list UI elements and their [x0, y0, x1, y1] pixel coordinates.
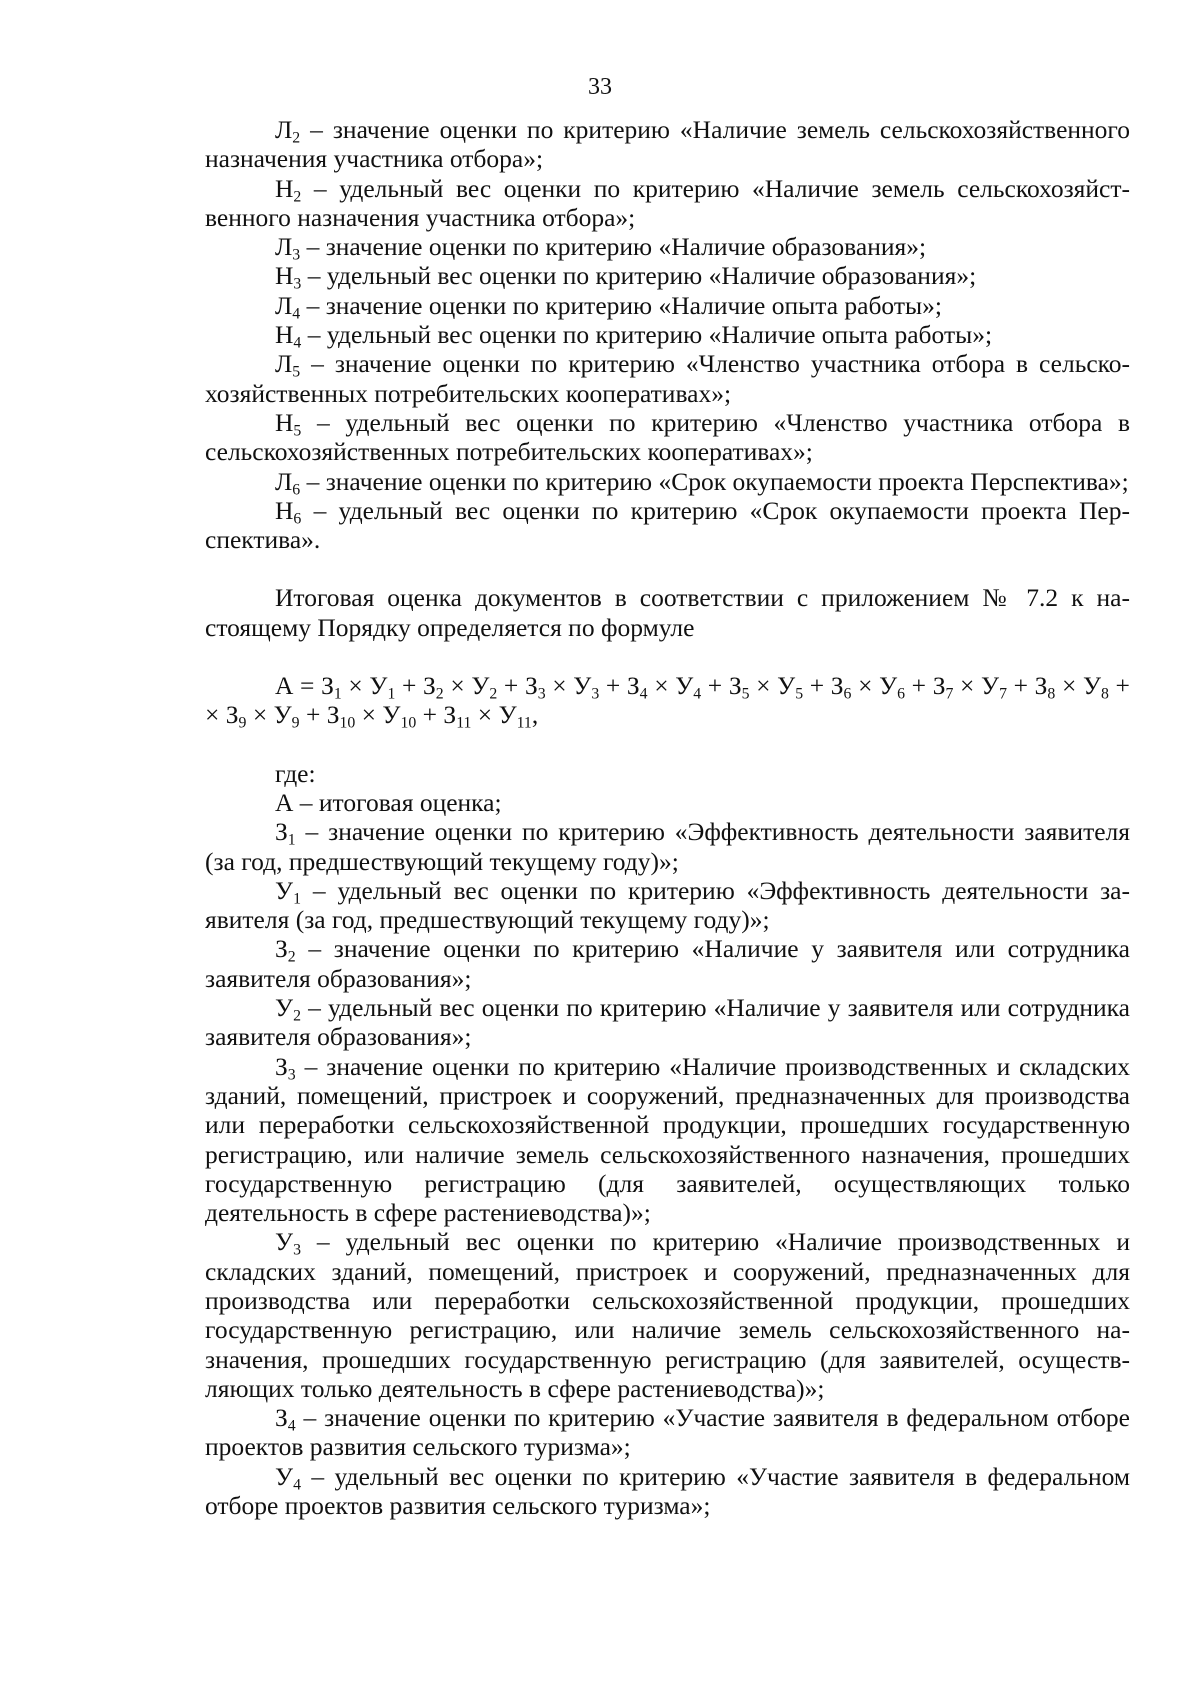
formula-times: ×	[471, 700, 499, 730]
formula-index: 5	[795, 685, 804, 703]
definition-index: 4	[292, 305, 301, 323]
formula-var: З	[321, 671, 334, 701]
formula-var: У	[273, 700, 292, 730]
formula-plus: +	[497, 671, 525, 701]
formula-index: 4	[693, 685, 702, 703]
formula-plus: +	[395, 671, 423, 701]
formula-plus: +	[599, 671, 627, 701]
definition-index: 2	[292, 129, 301, 147]
definition-index: 1	[287, 831, 296, 849]
formula-var: У	[675, 671, 694, 701]
definition-symbol: З	[275, 934, 288, 964]
formula-var: У	[382, 700, 401, 730]
formula-times: ×	[851, 671, 880, 701]
formula-times: ×	[545, 671, 574, 701]
definition-item	[205, 1403, 1130, 1462]
formula-index: 11	[456, 714, 472, 732]
formula-times: ×	[355, 700, 383, 730]
definition-symbol: З	[275, 1403, 288, 1433]
formula-plus: +	[803, 671, 831, 701]
definition-item	[205, 934, 1130, 993]
formula-index: 10	[339, 714, 356, 732]
formula-plus: +	[416, 700, 444, 730]
formula-times: ×	[443, 671, 472, 701]
definition-item	[205, 290, 1130, 323]
definition-item	[205, 993, 1130, 1052]
formula-var: З	[932, 671, 946, 701]
formula-var: З	[423, 671, 436, 701]
page-number: 33	[588, 74, 612, 100]
formula-plus: +	[905, 671, 933, 701]
definition-index: 6	[293, 510, 302, 528]
definition-item	[205, 876, 1130, 935]
definition-text: – значение оценки по критерию «Наличие производственных и складских зданий, помещений, пристроек и сооружений, предназначенных для производства или переработки сельскохозяйственной продукции, прошедших государственную регистрацию, или наличие земель сельскохозяйственного назначения, прошедших государственную регистрацию (для заявителей, осуществляющих только деятельность в сфере растениеводства)»;	[205, 1051, 1130, 1228]
formula-index: 2	[489, 685, 498, 703]
definition-item	[205, 349, 1130, 408]
formula-index: 8	[1047, 685, 1056, 703]
definition-item	[205, 115, 1130, 174]
definition-text: – удельный вес оценки по критерию «Наличие производственных и складских зданий, помещений, пристроек и сооружений, предназначенных для производства или переработки сельскохозяйственной продукции, прошедших государственную регистрацию, или наличие земель сельскохозяйственного назначения, прошедших государственную регистрацию (для заявителей, осуществляющих только деятельность в сфере растениеводства)»;	[205, 1227, 1130, 1403]
definition-symbol: Л	[275, 466, 293, 496]
formula-index: 9	[291, 714, 300, 732]
definition-index: 5	[293, 422, 302, 440]
definition-symbol: Н	[275, 320, 294, 350]
definition-text: – значение оценки по критерию «Наличие образования»;	[300, 232, 927, 262]
formula-index: 7	[945, 685, 954, 703]
definition-symbol: Н	[275, 173, 294, 203]
formula-var: У	[369, 671, 388, 701]
formula-times: ×	[246, 700, 274, 730]
definition-symbol: З	[275, 1051, 288, 1081]
formula-var: У	[573, 671, 592, 701]
definition-text: – удельный вес оценки по критерию «Срок окупаемости проекта Перспектива».	[205, 495, 1130, 555]
formula-plus: +	[1006, 671, 1035, 701]
definition-symbol: Л	[275, 290, 293, 320]
formula-plus: +	[1108, 671, 1130, 701]
definition-text: – удельный вес оценки по критерию «Участие заявителя в федеральном отборе проектов развития сельского туризма»;	[205, 1461, 1130, 1521]
definition-index: 3	[287, 1066, 296, 1084]
formula-var: У	[981, 671, 1000, 701]
definition-item	[205, 320, 1130, 352]
definition-text: – значение оценки по критерию «Участие заявителя в федеральном отборе проектов развития сельского туризма»;	[205, 1403, 1130, 1462]
formula-index: 1	[333, 685, 342, 703]
definition-symbol: Л	[275, 115, 293, 144]
definitions-list-1	[205, 115, 1130, 554]
formula-index: 3	[591, 685, 600, 703]
definition-index: 4	[293, 1476, 301, 1494]
definition-text: – удельный вес оценки по критерию «Наличие образования»;	[301, 261, 977, 291]
formula-var: У	[471, 671, 490, 701]
formula-lhs: А =	[275, 671, 322, 701]
definitions-list-2	[205, 817, 1130, 1520]
definition-text: – значение оценки по критерию «Наличие у заявителя или сотрудника заявителя образования»;	[205, 934, 1130, 993]
definition-index: 2	[287, 948, 296, 966]
definition-index: 3	[292, 246, 301, 264]
definition-item	[205, 817, 1130, 876]
definition-symbol: У	[275, 875, 294, 905]
document-body	[205, 115, 1130, 1520]
definition-index: 3	[293, 1241, 301, 1259]
formula-index: 6	[897, 685, 906, 703]
definition-symbol: Л	[275, 349, 293, 379]
formula-index: 8	[1101, 685, 1109, 703]
definition-index: 3	[293, 275, 302, 293]
definition-text: – значение оценки по критерию «Наличие опыта работы»;	[300, 290, 942, 320]
formula-var: З	[524, 671, 538, 701]
definition-item	[205, 467, 1130, 496]
formula-var: З	[225, 700, 239, 730]
definition-text: – удельный вес оценки по критерию «Эффективность деятельности заявителя (за год, предшествующий текущему году)»;	[205, 875, 1130, 935]
definition-symbol: Н	[275, 261, 294, 291]
formula-times: ×	[1055, 671, 1083, 701]
formula-index: 9	[238, 714, 247, 732]
formula-var: З	[326, 700, 340, 730]
definition-text: – удельный вес оценки по критерию «Наличие опыта работы»;	[301, 320, 993, 350]
definition-item	[205, 496, 1130, 555]
definition-text: – значение оценки по критерию «Эффективность деятельности заявителя (за год, предшествующий текущему году)»;	[205, 817, 1130, 876]
formula-plus: +	[701, 671, 729, 701]
formula-index: 2	[435, 685, 444, 703]
formula-index: 5	[741, 685, 750, 703]
a-definition: А – итоговая оценка;	[275, 787, 502, 817]
formula-var: У	[879, 671, 898, 701]
definition-item	[205, 232, 1130, 264]
formula-var: З	[443, 700, 457, 730]
definition-text: – удельный вес оценки по критерию «Членство участника отбора в сельскохозяйственных потребительских кооперативах»;	[205, 407, 1130, 467]
definition-item	[205, 1462, 1130, 1521]
definition-item	[205, 174, 1130, 233]
formula-index: 3	[537, 685, 546, 703]
formula-times: ×	[647, 671, 676, 701]
definition-index: 6	[292, 480, 301, 498]
formula-var: У	[498, 700, 517, 730]
definition-index: 5	[292, 363, 301, 381]
definition-text: – удельный вес оценки по критерию «Наличие у заявителя или сотрудника заявителя образования»;	[205, 993, 1130, 1052]
definition-index: 2	[293, 188, 302, 206]
definition-symbol: У	[275, 1227, 294, 1257]
formula-index: 7	[999, 685, 1007, 703]
formula-index: 11	[516, 714, 532, 732]
definition-symbol: У	[275, 993, 294, 1023]
definition-symbol: У	[275, 1461, 294, 1491]
formula-var: У	[777, 671, 796, 701]
formula-plus: +	[299, 700, 327, 730]
definition-text: – удельный вес оценки по критерию «Наличие земель сельскохозяйственного назначения участника отбора»;	[205, 173, 1130, 232]
definition-symbol: Л	[275, 232, 293, 262]
definition-symbol: Н	[275, 407, 294, 437]
formula-end: ,	[531, 700, 539, 730]
formula-times: ×	[749, 671, 778, 701]
where-label: где:	[275, 758, 316, 788]
formula-times: ×	[341, 671, 370, 701]
definition-item	[205, 261, 1130, 293]
definition-item	[205, 1052, 1130, 1228]
formula-var: З	[1034, 671, 1048, 701]
formula-var: З	[626, 671, 640, 701]
formula-index: 10	[400, 714, 417, 732]
formula-index: 1	[387, 685, 396, 703]
formula-intro-paragraph: Итоговая оценка документов в соответствии с приложением № 7.2 к настоящему Порядку определяется по формуле	[205, 583, 1130, 642]
formula-index: 6	[843, 685, 852, 703]
definition-symbol: Н	[275, 495, 294, 525]
definition-item	[205, 408, 1130, 467]
formula-times: ×	[953, 671, 982, 701]
definition-item	[205, 1227, 1130, 1403]
definition-text: – значение оценки по критерию «Срок окупаемости проекта Перспектива»;	[300, 466, 1129, 496]
formula	[205, 671, 1130, 730]
formula-var: З	[728, 671, 742, 701]
definition-index: 2	[293, 1007, 301, 1025]
definition-index: 1	[293, 890, 301, 908]
formula-var: З	[830, 671, 844, 701]
definition-text: – значение оценки по критерию «Наличие земель сельскохозяйственного назначения участника отбора»;	[205, 115, 1130, 174]
formula-times: ×	[205, 700, 226, 730]
formula-index: 4	[639, 685, 648, 703]
definition-index: 4	[293, 334, 302, 352]
definition-index: 4	[287, 1417, 296, 1435]
definition-text: – значение оценки по критерию «Членство участника отбора в сельскохозяйственных потребительских кооперативах»;	[205, 349, 1130, 408]
definition-symbol: З	[275, 817, 288, 847]
formula-var: У	[1082, 671, 1102, 701]
